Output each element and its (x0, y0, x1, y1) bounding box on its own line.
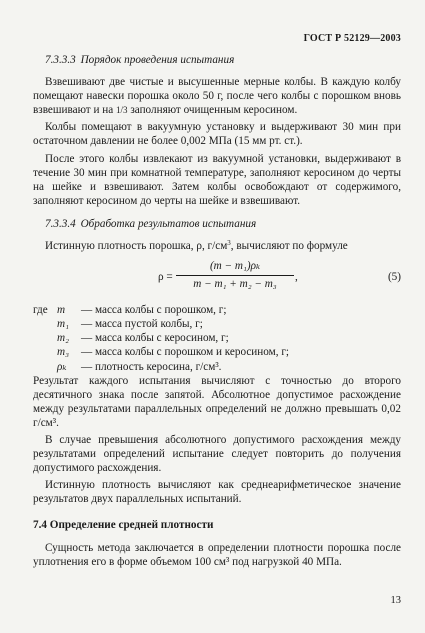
definition-row: m₁ — масса пустой колбы, г; (57, 318, 203, 331)
definition-symbol: m₂ (57, 332, 69, 345)
formula-denominator: m − m₁ + m₂ − m₃ (193, 278, 277, 291)
paragraph-vacuum: Колбы помещают в вакуумную установку и выдерживают 30 мин при остаточном давлении не более 0,002 МПа (15 мм рт. ст.). (33, 121, 401, 148)
heading-title: Обработка результатов испытания (80, 217, 257, 230)
paragraph-method-essence: Сущность метода заключается в определении плотности порошка после уплотнения его в форме объемом 100 см³ под нагрузкой 40 МПа. (33, 541, 401, 568)
formula-lhs: ρ = (158, 271, 173, 284)
paragraph-weighing: Взвешивают две чистые и высушенные мерные колбы. В каждую колбу помещают навески порошка около 50 г, после чего колбы с порошком вновь взвешивают и на 1/3 заполняют очищенным керосином. (33, 76, 401, 117)
page-content (33, 53, 401, 569)
definition-text: масса колбы с порошком, г; (94, 304, 227, 317)
density-formula: ρ = (m − m₁)ρₖ m − m₁ + m₂ − m₃ , (5) (158, 260, 401, 291)
where-label: где (33, 304, 48, 317)
paragraph-extract: После этого колбы извлекают из вакуумной установки, выдерживают в течение 30 мин при комнатной температуре, заполняют керосином до черты на шейке и взвешивают. Затем колбы освобождают от содержимого, заполняют керосином до черты на шейке и взвешивают. (33, 152, 401, 207)
definition-text: масса колбы с керосином, г; (94, 332, 229, 345)
definition-symbol: m₃ (57, 346, 69, 359)
definition-symbol: m₁ (57, 318, 69, 331)
fraction-one-third: 1/3 (116, 105, 128, 116)
definition-row: m₃ — масса колбы с порошком и керосином, г; (57, 346, 290, 359)
paragraph-result-precision: Результат каждого испытания вычисляют с точностью до второго десятичного знака после запятой. Абсолютное допустимое расхождение между результатами параллельных определений не должно превышать 0,02 г/см³. (33, 374, 401, 429)
page-number: 13 (390, 595, 401, 606)
definition-row: ρₖ — плотность керосина, г/см³. (57, 360, 222, 373)
definition-symbol: m (57, 304, 66, 317)
section-heading-74: 7.4 Определение средней плотности (33, 519, 214, 532)
formula-fraction (176, 259, 294, 291)
definition-row: где m — масса колбы с порошком, г; (33, 304, 227, 317)
definition-text: масса пустой колбы, г; (94, 318, 203, 331)
heading-number: 7.3.3.3 (45, 54, 76, 66)
definition-text: плотность керосина, г/см³. (94, 360, 222, 373)
formula-numerator: (m − m₁)ρₖ (209, 260, 261, 273)
standard-header: ГОСТ Р 52129—2003 (303, 33, 401, 44)
definition-text: масса колбы с порошком и керосином, г; (94, 346, 290, 359)
variable-definitions (33, 303, 401, 373)
section-heading-7334 (45, 217, 401, 231)
formula-number: (5) (387, 271, 401, 284)
heading-title: Порядок проведения испытания (80, 54, 235, 66)
fraction-bar (176, 275, 294, 276)
definition-symbol: ρₖ (57, 360, 67, 373)
paragraph-true-density: Истинную плотность вычисляют как среднеарифметическое значение результатов двух параллельных испытаний. (33, 479, 401, 506)
definition-row: m₂ — масса колбы с керосином, г; (57, 332, 229, 345)
formula-intro: Истинную плотность порошка, ρ, $г/см^3$, вычисляют по формуле (45, 239, 348, 253)
heading-number: 7.3.3.4 (45, 217, 76, 230)
paragraph-exceed: В случае превышения абсолютного допустимого расхождения между результатами определений испытание следует повторить до получения допустимого расхождения. (33, 433, 401, 475)
section-heading-7333 (45, 53, 401, 67)
